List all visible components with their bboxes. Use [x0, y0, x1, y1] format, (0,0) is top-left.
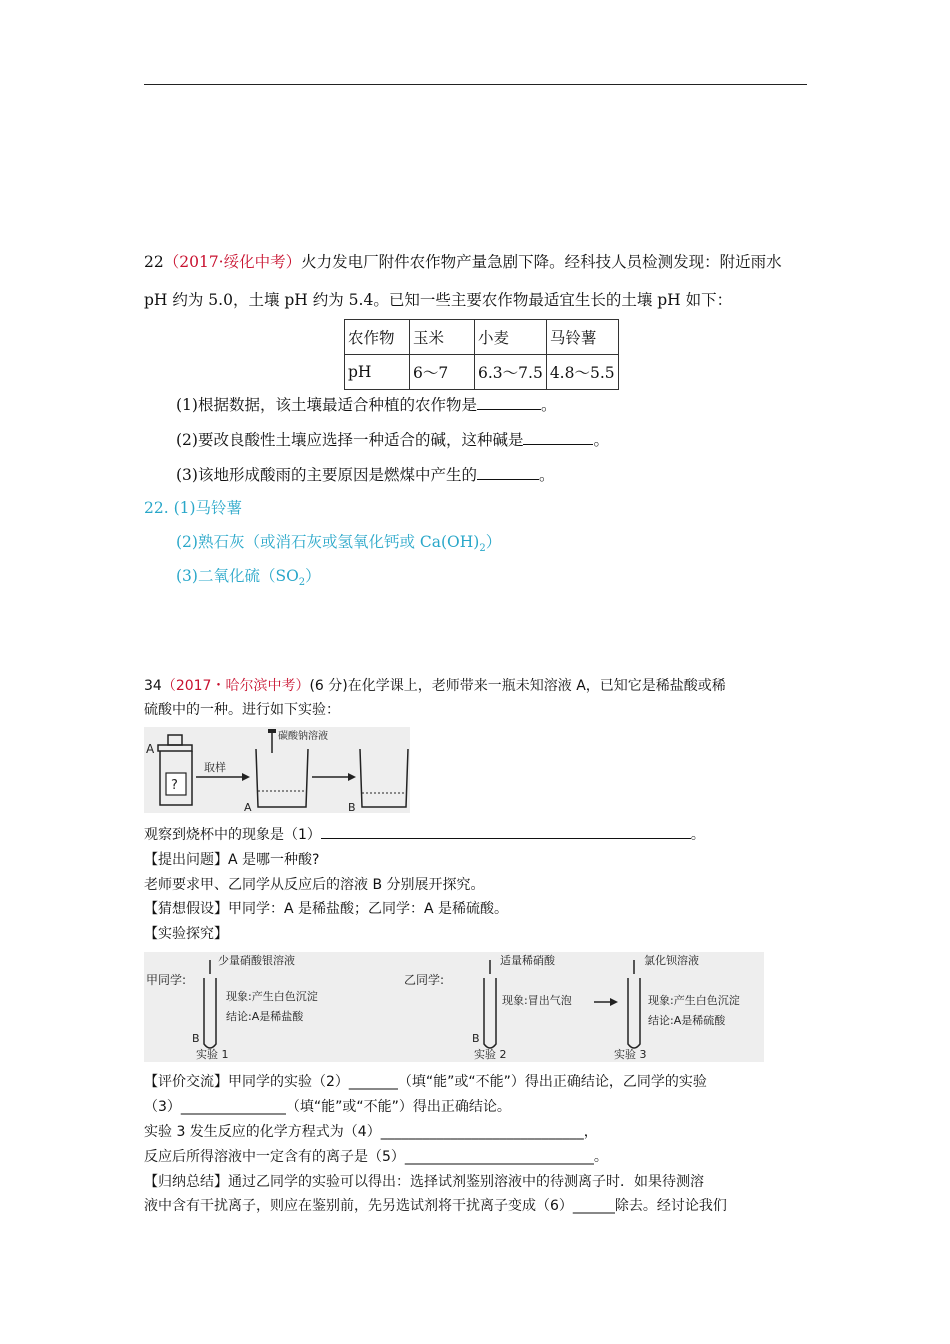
q34-eval-2: （3）_______________（填“能”或“不能”）得出正确结论。 [144, 1099, 511, 1115]
jia-label: 甲同学: [146, 973, 187, 987]
reagent-1: 少量硝酸银溶液 [218, 954, 295, 967]
figure-student-experiments [144, 952, 764, 1062]
table-row [345, 355, 619, 390]
conclusion-3: 结论:A是稀硫酸 [648, 1014, 726, 1027]
table-cell: 农作物 [345, 320, 410, 355]
beaker-a-label: A [244, 801, 252, 813]
experiment-3-label: 实验 3 [614, 1048, 647, 1061]
reagent-2: 适量稀硝酸 [500, 954, 555, 967]
table-cell: 6.3～7.5 [475, 355, 547, 390]
tube-b-label-1: B [192, 1032, 200, 1045]
answer-blank[interactable] [321, 826, 691, 839]
table-cell: pH [345, 355, 410, 390]
q34-ions: 反应后所得溶液中一定含有的离子是（5）___________________________。 [144, 1149, 608, 1165]
q22-answer-3 [176, 566, 321, 593]
conclusion-1: 结论:A是稀盐酸 [226, 1010, 304, 1023]
subscript: 2 [479, 543, 486, 555]
q22-answer-2 [176, 532, 501, 559]
q34-eval-1: 【评价交流】甲同学的实验（2）_______（填“能”或“不能”）得出正确结论，乙同学的实验 [144, 1074, 707, 1090]
observe-text: 观察到烧杯中的现象是（1） [144, 827, 321, 843]
subscript: 2 [298, 577, 306, 589]
period: 。 [593, 431, 609, 449]
header-rule [144, 84, 807, 85]
crop-ph-table [344, 319, 619, 390]
q22-source: （2017·绥化中考） [163, 253, 302, 271]
q34-summary-1: 【归纳总结】通过乙同学的实验可以得出：选择试剂鉴别溶液中的待测离子时．如果待测溶 [144, 1174, 704, 1190]
yi-label: 乙同学: [404, 973, 445, 987]
phenomenon-1: 现象:产生白色沉淀 [226, 990, 318, 1003]
q22-sub-2-text: (2)要改良酸性土壤应选择一种适合的碱，这种碱是 [176, 431, 524, 449]
q22-stem-1: 火力发电厂附件农作物产量急剧下降。经科技人员检测发现：附近雨水 [301, 253, 782, 271]
q34-summary-2: 液中含有干扰离子，则应在鉴别前，先另选试剂将干扰离子变成（6）______除去。经讨论我们 [144, 1198, 727, 1214]
q22-number: 22 [144, 253, 164, 271]
q34-stem-1: (6 分)在化学课上，老师带来一瓶未知溶液 A，已知它是稀盐酸或稀 [309, 678, 726, 694]
table-row [345, 320, 619, 355]
experiment-1-label: 实验 1 [196, 1048, 229, 1061]
q22-sub-1 [176, 395, 556, 415]
q34-hypothesis: 【猜想假设】甲同学：A 是稀盐酸；乙同学：A 是稀硫酸。 [144, 901, 509, 917]
q22-stem-line-2: pH 约为 5.0，土壤 pH 约为 5.4。已知一些主要农作物最适宜生长的土壤 pH 如下： [144, 291, 733, 309]
q34-equation: 实验 3 发生反应的化学方程式为（4）_____________________________， [144, 1124, 598, 1140]
tube-b-label-2: B [472, 1032, 480, 1045]
q34-number: 34 [144, 678, 162, 694]
answer-text: ） [305, 567, 321, 585]
q22-sub-1-text: (1)根据数据，该土壤最适合种植的农作物是 [176, 396, 477, 414]
experiment-2-label: 实验 2 [474, 1048, 507, 1061]
period: 。 [690, 827, 705, 843]
figure-carbonate-experiment [144, 727, 410, 813]
q34-explore: 【实验探究】 [144, 926, 228, 942]
table-cell: 马铃薯 [546, 320, 618, 355]
q34-stem-line-1 [144, 677, 726, 695]
beaker-b-label: B [348, 801, 356, 813]
answer-blank[interactable] [477, 395, 541, 410]
table-cell: 6～7 [410, 355, 475, 390]
q34-question: 【提出问题】A 是哪一种酸? [144, 852, 320, 868]
reagent-label: 碳酸钠溶液 [278, 731, 328, 742]
answer-blank[interactable] [523, 430, 593, 445]
period: 。 [538, 466, 555, 484]
q22-sub-2 [176, 430, 609, 450]
answer-text: (2)熟石灰（或消石灰或氢氧化钙或 Ca(OH) [176, 533, 480, 551]
q22-sub-3-text: (3)该地形成酸雨的主要原因是燃煤中产生的 [176, 466, 477, 484]
q34-stem-line-2: 硫酸中的一种。进行如下实验： [144, 702, 340, 718]
answer-text: ） [485, 533, 502, 551]
q34-source: （2017・哈尔滨中考） [161, 678, 310, 694]
period: 。 [540, 396, 557, 414]
q34-observe [144, 826, 705, 844]
question-mark: ? [171, 778, 178, 793]
table-cell: 小麦 [475, 320, 547, 355]
phenomenon-2: 现象:冒出气泡 [502, 994, 572, 1007]
reagent-3: 氯化钡溶液 [644, 954, 699, 967]
table-cell: 4.8～5.5 [546, 355, 618, 390]
step-label: 取样 [204, 761, 226, 774]
q22-answer-1: 22. (1)马铃薯 [144, 499, 243, 517]
bottle-label: A [146, 742, 155, 756]
q22-sub-3 [176, 465, 554, 485]
table-cell: 玉米 [410, 320, 475, 355]
phenomenon-3: 现象:产生白色沉淀 [648, 994, 740, 1007]
q34-teacher: 老师要求甲、乙同学从反应后的溶液 B 分别展开探究。 [144, 877, 485, 893]
answer-text: (3)二氧化硫（SO [176, 567, 299, 585]
answer-blank[interactable] [477, 465, 539, 480]
q22-stem-line-1 [144, 252, 782, 272]
